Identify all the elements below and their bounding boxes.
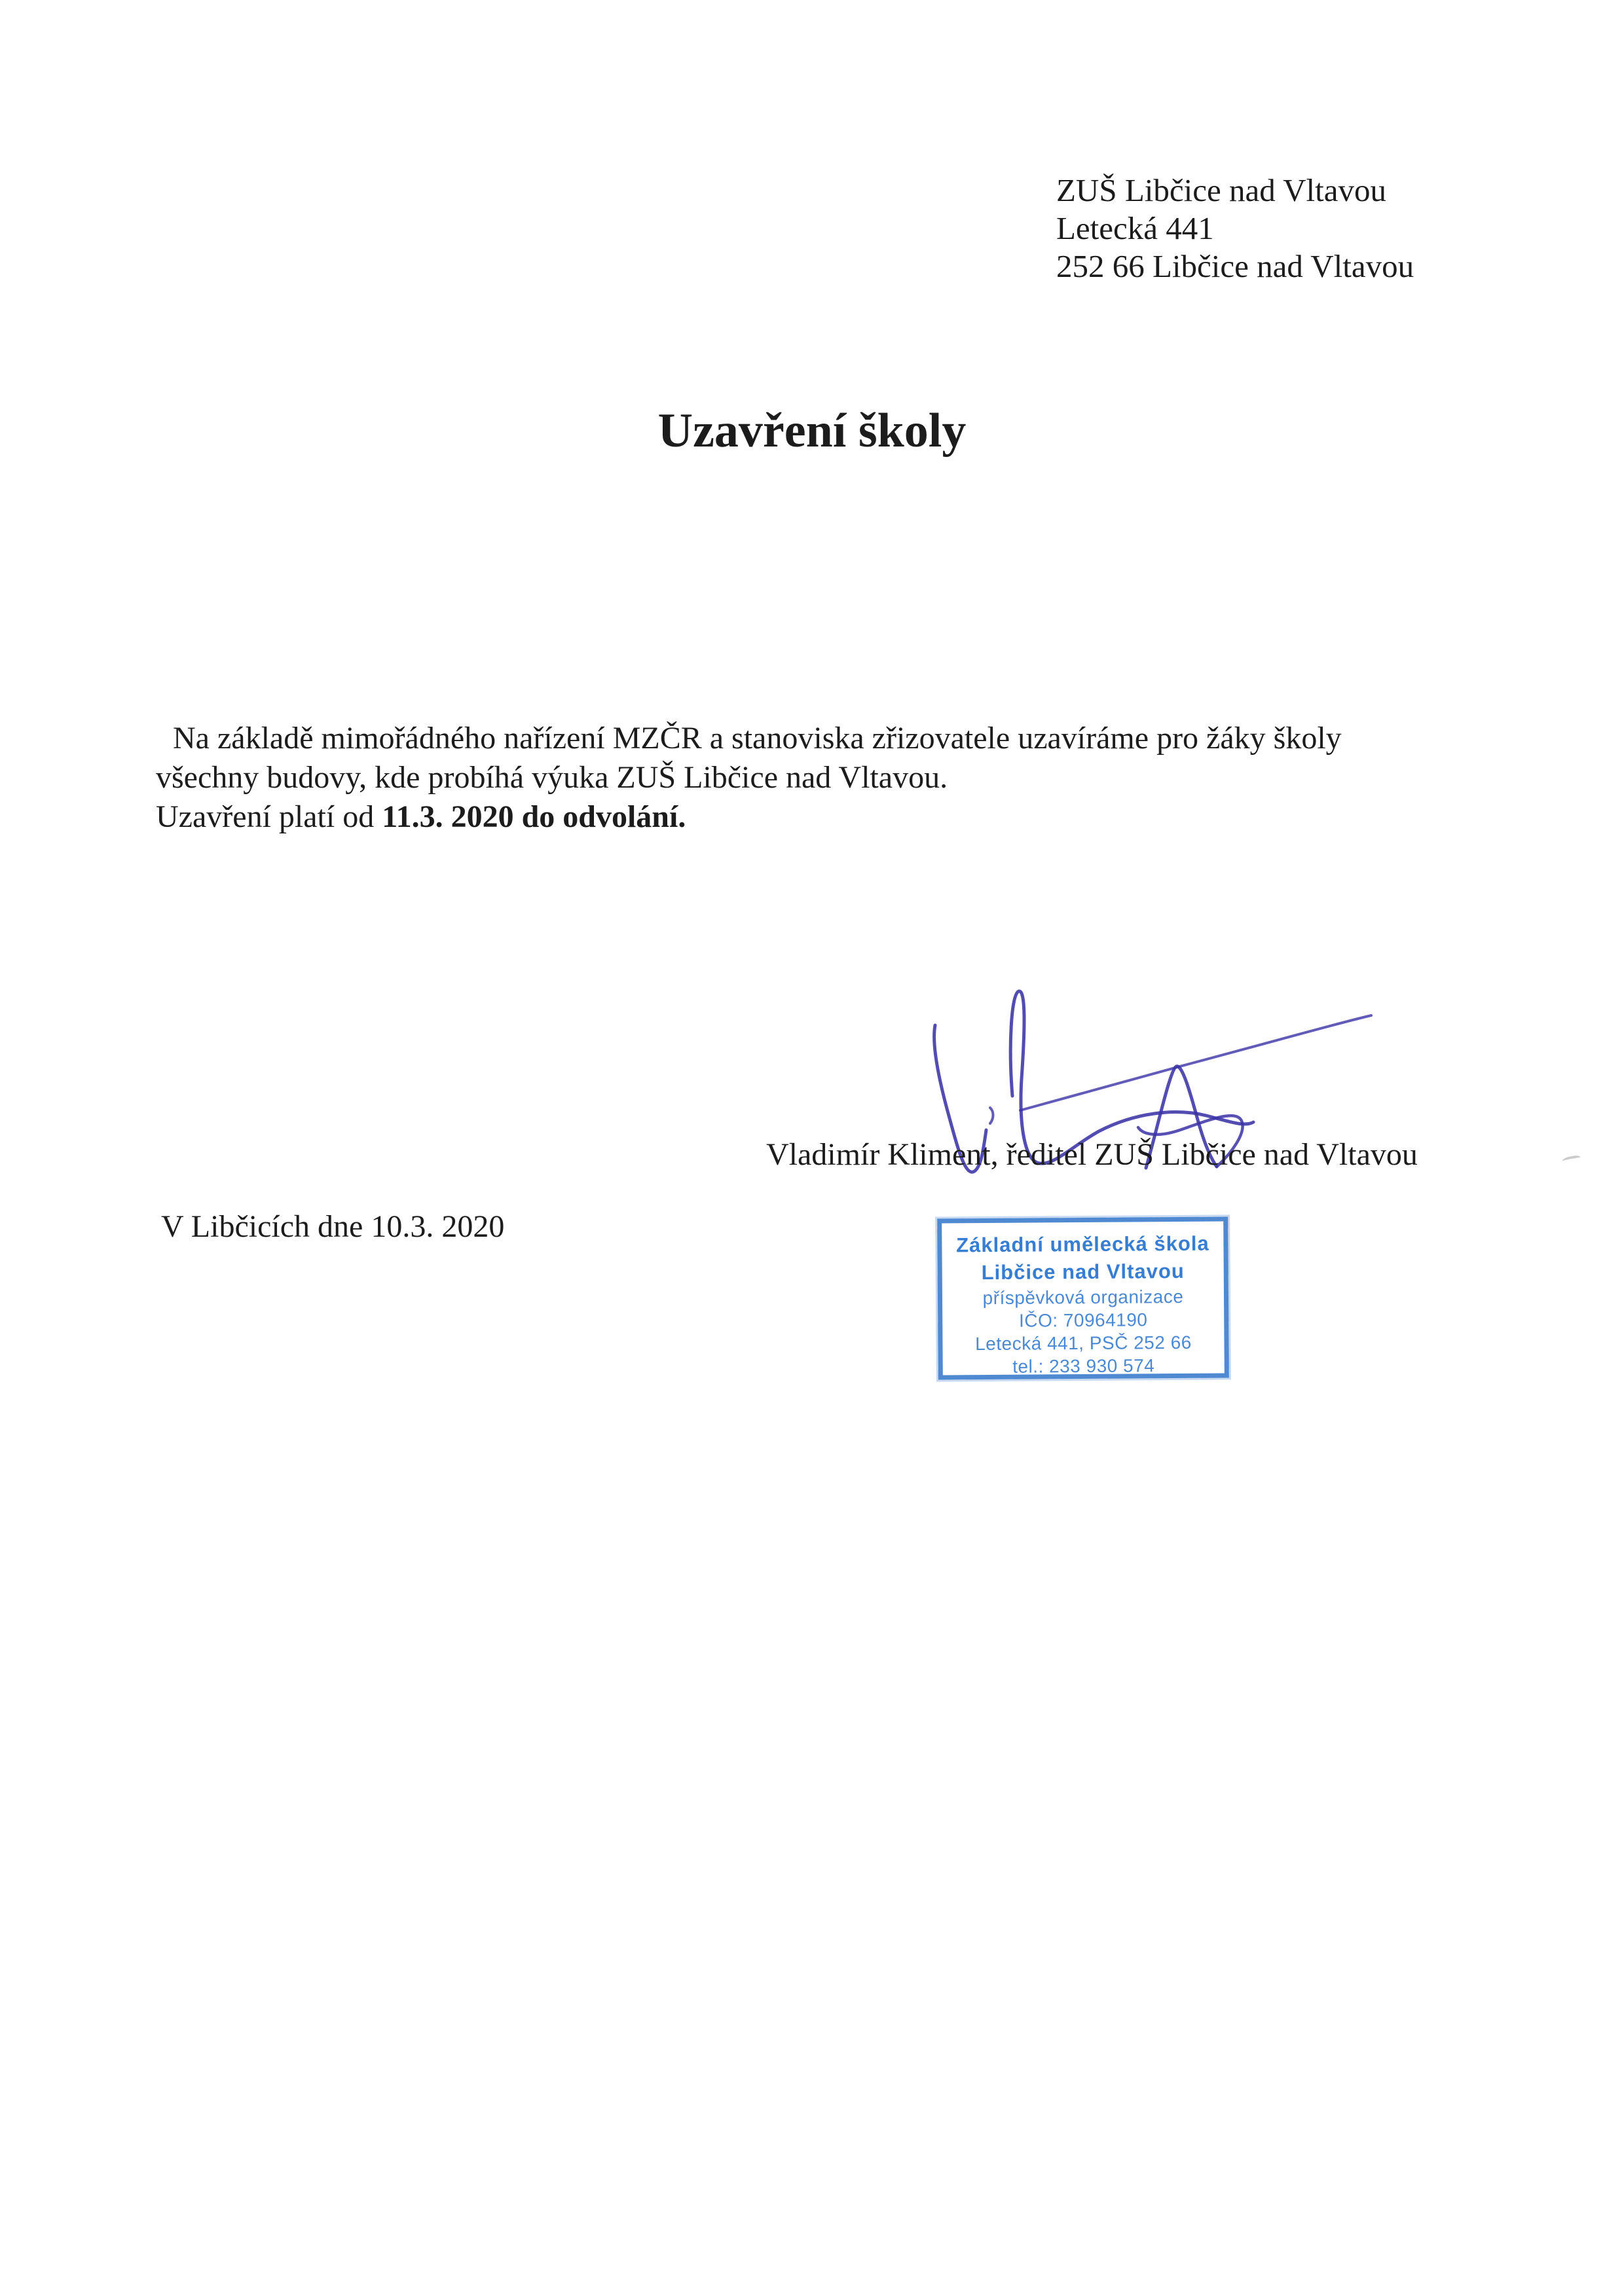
signature-stroke: [990, 1108, 993, 1123]
stamp-line-ico: IČO: 70964190: [1018, 1309, 1148, 1331]
scan-artifact-mark: [1562, 1155, 1581, 1165]
stamp-line-city: Libčice nad Vltavou: [981, 1259, 1185, 1285]
stamp-line-school-name: Základní umělecká škola: [956, 1231, 1209, 1257]
document-title: Uzavření školy: [657, 404, 967, 458]
stamp-line-organization-type: příspěvková organizace: [982, 1286, 1184, 1309]
stamp-line-phone: tel.: 233 930 574: [1012, 1355, 1155, 1377]
body-line-3-prefix: Uzavření platí od: [156, 799, 382, 834]
body-line-3: [156, 797, 1472, 837]
signatory-name-line: Vladimír Kliment, ředitel ZUŠ Libčice nad Vltavou: [766, 1137, 1418, 1172]
body-paragraph: [156, 719, 1472, 837]
date-line: V Libčicích dne 10.3. 2020: [161, 1209, 505, 1244]
body-line-3-bold-date: 11.3. 2020 do odvolání.: [382, 799, 686, 834]
sender-address-line: Letecká 441: [1056, 210, 1214, 246]
sender-address-block: [1056, 172, 1414, 285]
sender-address-line: ZUŠ Libčice nad Vltavou: [1056, 172, 1386, 208]
signature-stroke: [1020, 1015, 1371, 1110]
sender-address-line: 252 66 Libčice nad Vltavou: [1056, 248, 1414, 284]
body-line-1: Na základě mimořádného nařízení MZČR a stanoviska zřizovatele uzavíráme pro žáky školy: [173, 721, 1342, 756]
official-stamp: [937, 1216, 1229, 1379]
body-line-2: všechny budovy, kde probíhá výuka ZUŠ Libčice nad Vltavou.: [156, 760, 948, 795]
stamp-line-address: Letecká 441, PSČ 252 66: [975, 1332, 1192, 1355]
